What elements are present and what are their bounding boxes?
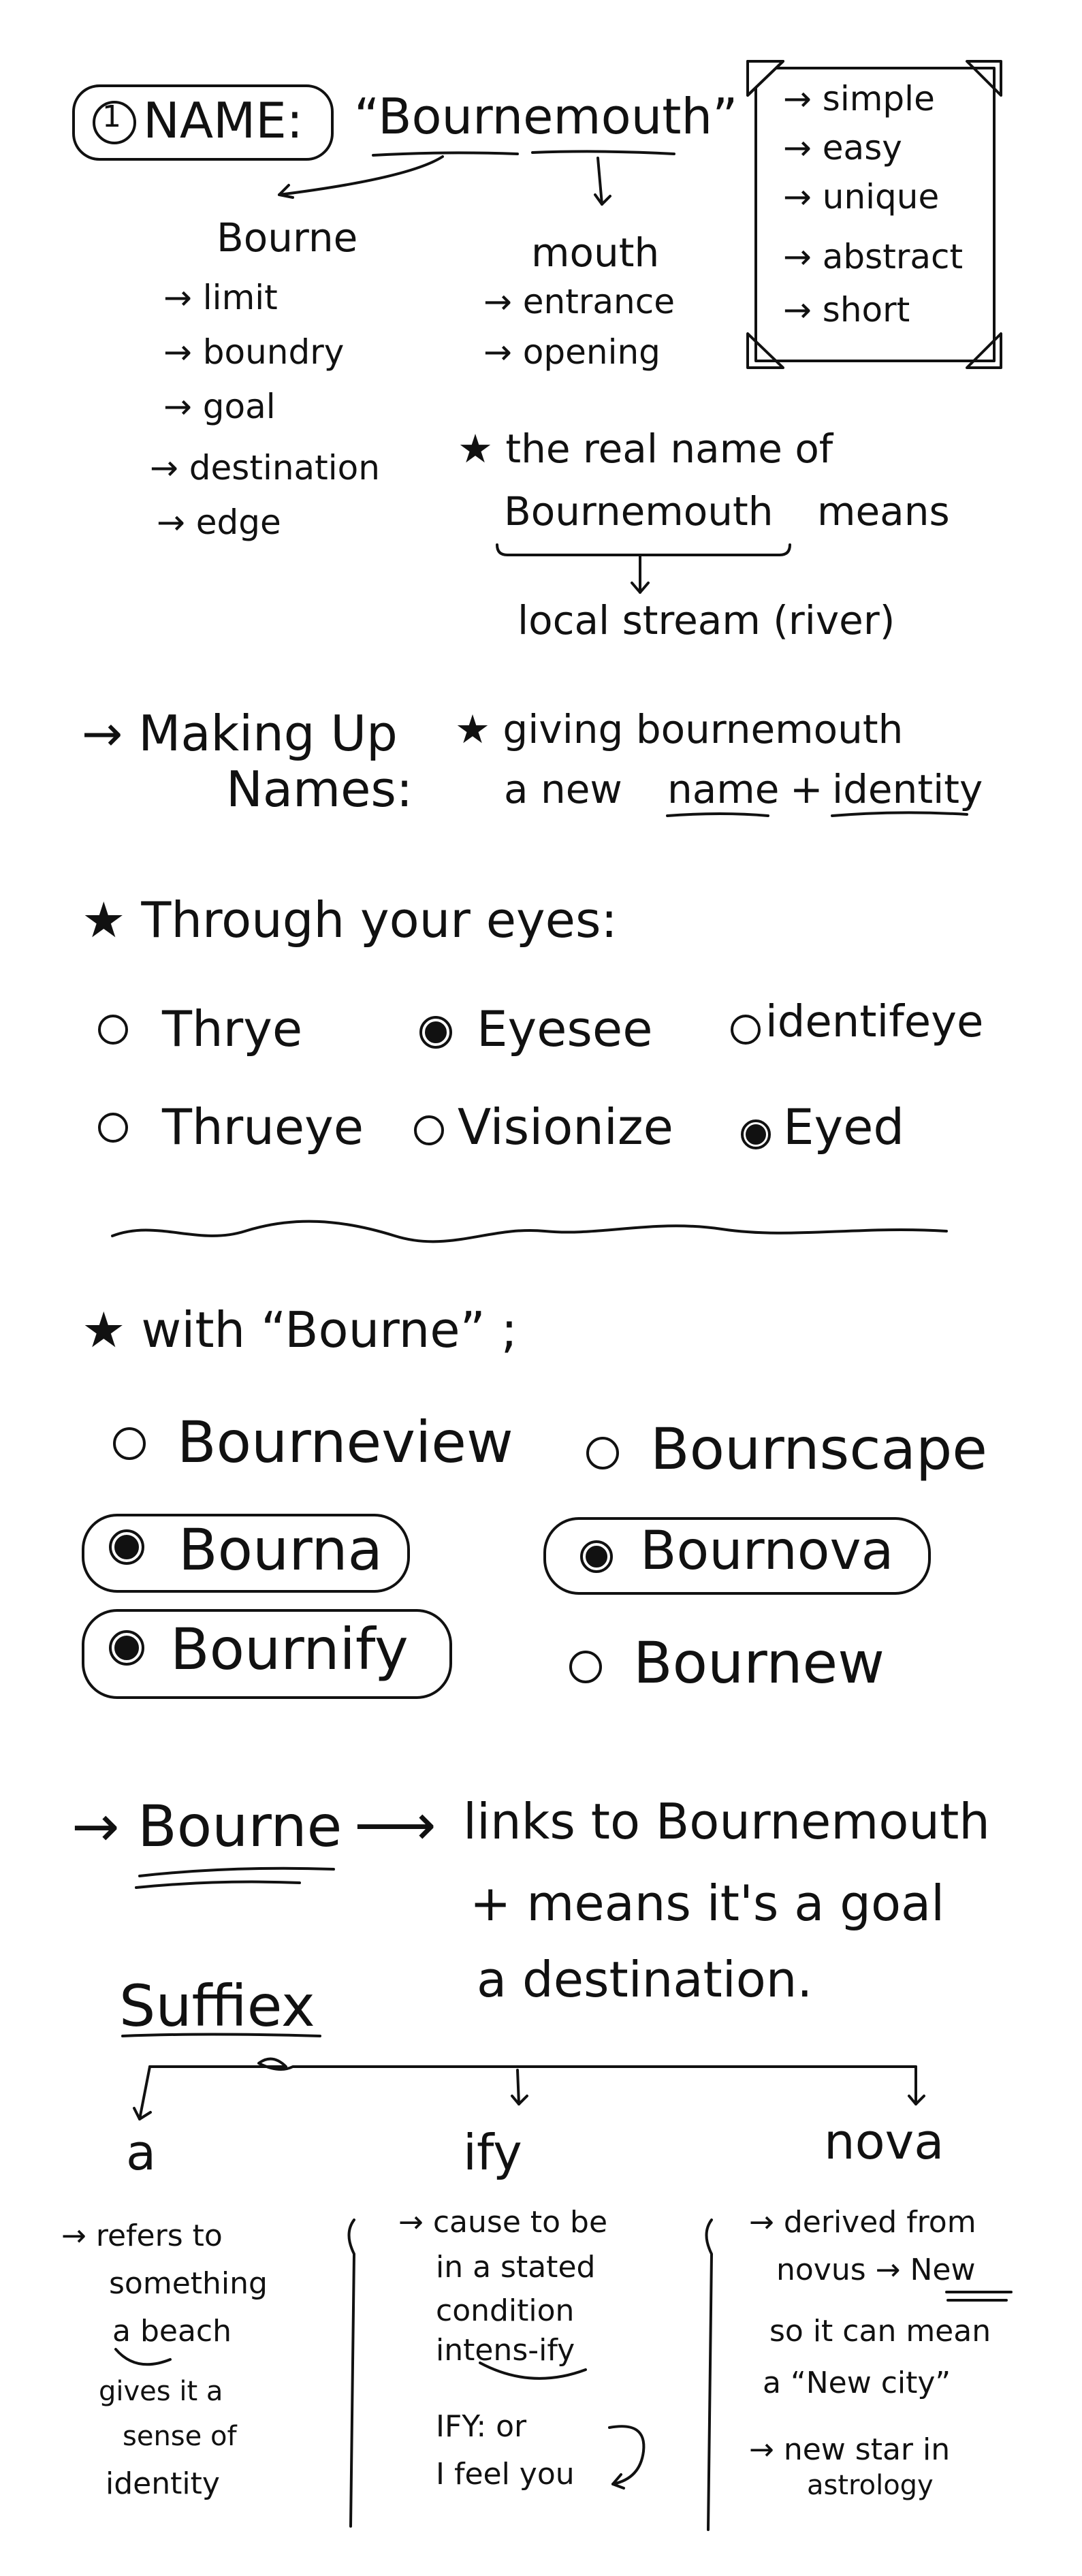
making-up-label-2: Names:: [226, 761, 413, 818]
bourne-meaning-4: → destination: [150, 448, 380, 488]
radio-eyesee: [421, 1017, 451, 1047]
suffix-a-note-6: identity: [106, 2466, 220, 2501]
option-bourna: Bourna: [178, 1516, 383, 1583]
real-name-line: ★ the real name of: [458, 426, 833, 472]
option-bournify: Bournify: [170, 1616, 409, 1683]
option-thrye: Thrye: [162, 1000, 303, 1058]
suffix-a-note-4: gives it a: [99, 2376, 223, 2407]
suffix-ify-note-3: condition: [436, 2293, 575, 2328]
underline-bourne-link: [140, 1869, 334, 1876]
through-eyes-heading: ★ Through your eyes:: [82, 891, 618, 949]
city-name: “Bournemouth”: [354, 88, 738, 145]
option-eyed: Eyed: [783, 1098, 905, 1156]
suffix-ify: ify: [463, 2124, 522, 2181]
suffix-nova-note-1: → derived from: [749, 2205, 976, 2240]
making-up-label-1: → Making Up: [82, 705, 398, 762]
radio-thrueye: [99, 1114, 127, 1141]
option-bourneview: Bourneview: [177, 1409, 513, 1476]
radio-identifeye: [732, 1016, 759, 1043]
radio-eyed: [742, 1121, 769, 1148]
criteria-2: → easy: [783, 128, 902, 168]
wavy-divider: [112, 1222, 946, 1242]
arrow-ify-swirl: [609, 2426, 643, 2484]
suffix-nova-note-2: novus → New: [776, 2253, 976, 2287]
suffix-nova-note-4: a “New city”: [763, 2366, 951, 2400]
branch-ify: [518, 2070, 519, 2104]
suffix-a-note-5: sense of: [123, 2421, 237, 2452]
option-bournew: Bournew: [633, 1629, 885, 1696]
underline-identity: [832, 812, 967, 816]
suffix-ify-note-2: in a stated: [436, 2250, 596, 2285]
criteria-1: → simple: [783, 79, 935, 118]
mouth-meaning-1: → entrance: [483, 282, 675, 321]
suffix-a: a: [126, 2124, 157, 2181]
making-up-note-2: a new: [504, 766, 622, 812]
radio-bournscape: [588, 1438, 618, 1468]
bourne-link-word: → Bourne: [71, 1793, 343, 1860]
radio-visionize: [415, 1117, 443, 1144]
arrow-to-mouth: [598, 158, 602, 204]
column-divider-2: [707, 2220, 712, 2530]
bourne-link-line-3: a destination.: [477, 1951, 813, 2008]
making-up-plus: +: [790, 766, 823, 812]
making-up-identity: identity: [832, 766, 983, 812]
bourne-meaning-1: → limit: [163, 278, 278, 317]
bourne-meaning-3: → goal: [163, 387, 276, 426]
bourne-meaning-2: → boundry: [163, 332, 345, 372]
suffix-nova-note-6: astrology: [807, 2470, 934, 2501]
real-name-means: means: [817, 488, 950, 535]
making-up-note-1: ★ giving bournemouth: [455, 706, 904, 752]
mouth-heading: mouth: [531, 229, 660, 276]
column-divider-1: [349, 2220, 355, 2526]
radio-bournew: [571, 1652, 601, 1682]
option-eyesee: Eyesee: [477, 1000, 653, 1058]
criteria-4: → abstract: [783, 237, 964, 276]
option-bournscape: Bournscape: [650, 1416, 987, 1482]
arrow-a-beach: [116, 2349, 170, 2364]
underline-bourne: [373, 153, 518, 155]
bracket-bournemouth: [497, 545, 790, 555]
suffix-branch-line: [150, 2059, 916, 2069]
option-thrueye: Thrueye: [162, 1098, 364, 1156]
suffix-nova-note-3: so it can mean: [769, 2314, 991, 2349]
suffix-nova: nova: [824, 2113, 944, 2170]
making-up-name: name: [667, 766, 780, 812]
arrow-to-bourne: [279, 157, 443, 195]
criteria-5: → short: [783, 290, 910, 330]
real-name-result: local stream (river): [518, 597, 895, 643]
option-bournova: Bournova: [640, 1521, 894, 1582]
real-name-word: Bournemouth: [504, 488, 774, 535]
bourne-link-line-1: links to Bournemouth: [463, 1793, 990, 1850]
underline-new: [946, 2292, 1011, 2300]
radio-bourneview: [114, 1429, 144, 1459]
bourne-meaning-5: → edge: [157, 503, 281, 542]
branch-a: [140, 2067, 150, 2119]
suffix-ify-note-4: intens-ify: [436, 2333, 575, 2368]
with-bourne-heading: ★ with “Bourne” ;: [82, 1301, 518, 1358]
name-label: NAME:: [143, 92, 303, 149]
bourne-link-line-2: + means it's a goal: [470, 1875, 945, 1932]
bourne-heading: Bourne: [217, 214, 358, 261]
radio-thrye: [99, 1016, 127, 1043]
suffix-ify-note-6: I feel you: [436, 2457, 575, 2492]
criteria-3: → unique: [783, 177, 940, 217]
suffix-nova-note-5: → new star in: [749, 2432, 951, 2467]
section-number: 1: [102, 99, 121, 134]
suffix-ify-note-1: → cause to be: [398, 2205, 608, 2240]
suffix-a-note-3: a beach: [112, 2314, 232, 2349]
underline-name: [667, 814, 768, 816]
suffix-a-note-1: → refers to: [61, 2219, 223, 2253]
option-identifeye: identifeye: [765, 997, 984, 1047]
suffix-ify-note-5: IFY: or: [436, 2409, 527, 2444]
bourne-link-arrow: ⟶: [354, 1792, 436, 1858]
underline-mouth: [532, 151, 674, 154]
suffix-a-note-2: something: [109, 2266, 268, 2301]
suffix-heading: Suffiex: [119, 1973, 315, 2039]
option-visionize: Visionize: [458, 1098, 673, 1156]
mouth-meaning-2: → opening: [483, 332, 661, 372]
